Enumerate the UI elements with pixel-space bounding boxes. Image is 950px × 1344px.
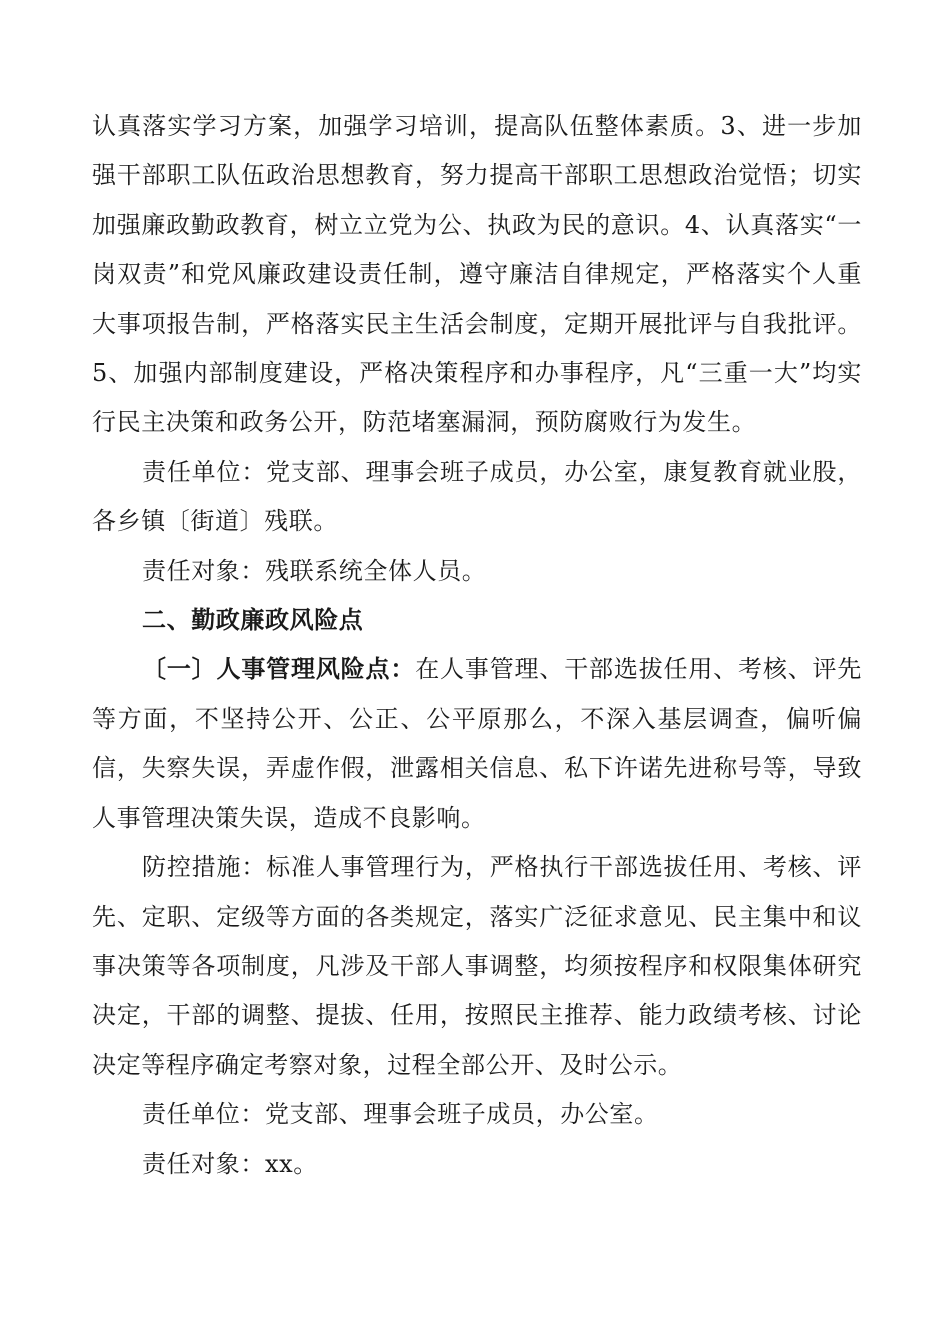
paragraph-responsible-persons-2: 责任对象：xx。 [142,1149,318,1178]
section-heading-risk-points: 二、勤政廉政风险点 [142,606,364,635]
personnel-risk-body: 在人事管理、干部选拔任用、考核、评先等方面，不坚持公开、公正、公平原那么，不深入基层调查，偏听偏信，失察失误，弄虚作假，泄露相关信息、私下许诺先进称号等，导致人事管理决策失误，造成不良影响。 [92,655,862,832]
paragraph-control-measures: 防控措施：标准人事管理行为，严格执行干部选拔任用、考核、评先、定职、定级等方面的各类规定，落实广泛征求意见、民主集中和议事决策等各项制度，凡涉及干部人事调整，均须按程序和权限集体研究决定，干部的调整、提拔、任用，按照民主推荐、能力政绩考核、讨论决定等程序确定考察对象，过程全部公开、及时公示。 [92,853,862,1079]
paragraph-responsible-units-2: 责任单位：党支部、理事会班子成员，办公室。 [142,1100,659,1129]
personnel-risk-lead: 〔一〕人事管理风险点： [142,655,416,684]
paragraph-study-measures: 认真落实学习方案，加强学习培训，提高队伍整体素质。3、进一步加强干部职工队伍政治思想教育，努力提高干部职工思想政治觉悟；切实加强廉政勤政教育，树立立党为公、执政为民的意识。4、认真落实“一岗双责”和党风廉政建设责任制，遵守廉洁自律规定，严格落实个人重大事项报告制，严格落实民主生活会制度，定期开展批评与自我批评。5、加强内部制度建设，严格决策程序和办事程序，凡“三重一大”均实行民主决策和政务公开，防范堵塞漏洞，预防腐败行为发生。 [92,112,862,437]
document-page [92,102,862,1189]
paragraph-responsible-persons: 责任对象：残联系统全体人员。 [142,556,487,585]
paragraph-responsible-units: 责任单位：党支部、理事会班子成员，办公室，康复教育就业股，各乡镇〔街道〕残联。 [92,457,862,536]
paragraph-personnel-risk [92,645,862,843]
